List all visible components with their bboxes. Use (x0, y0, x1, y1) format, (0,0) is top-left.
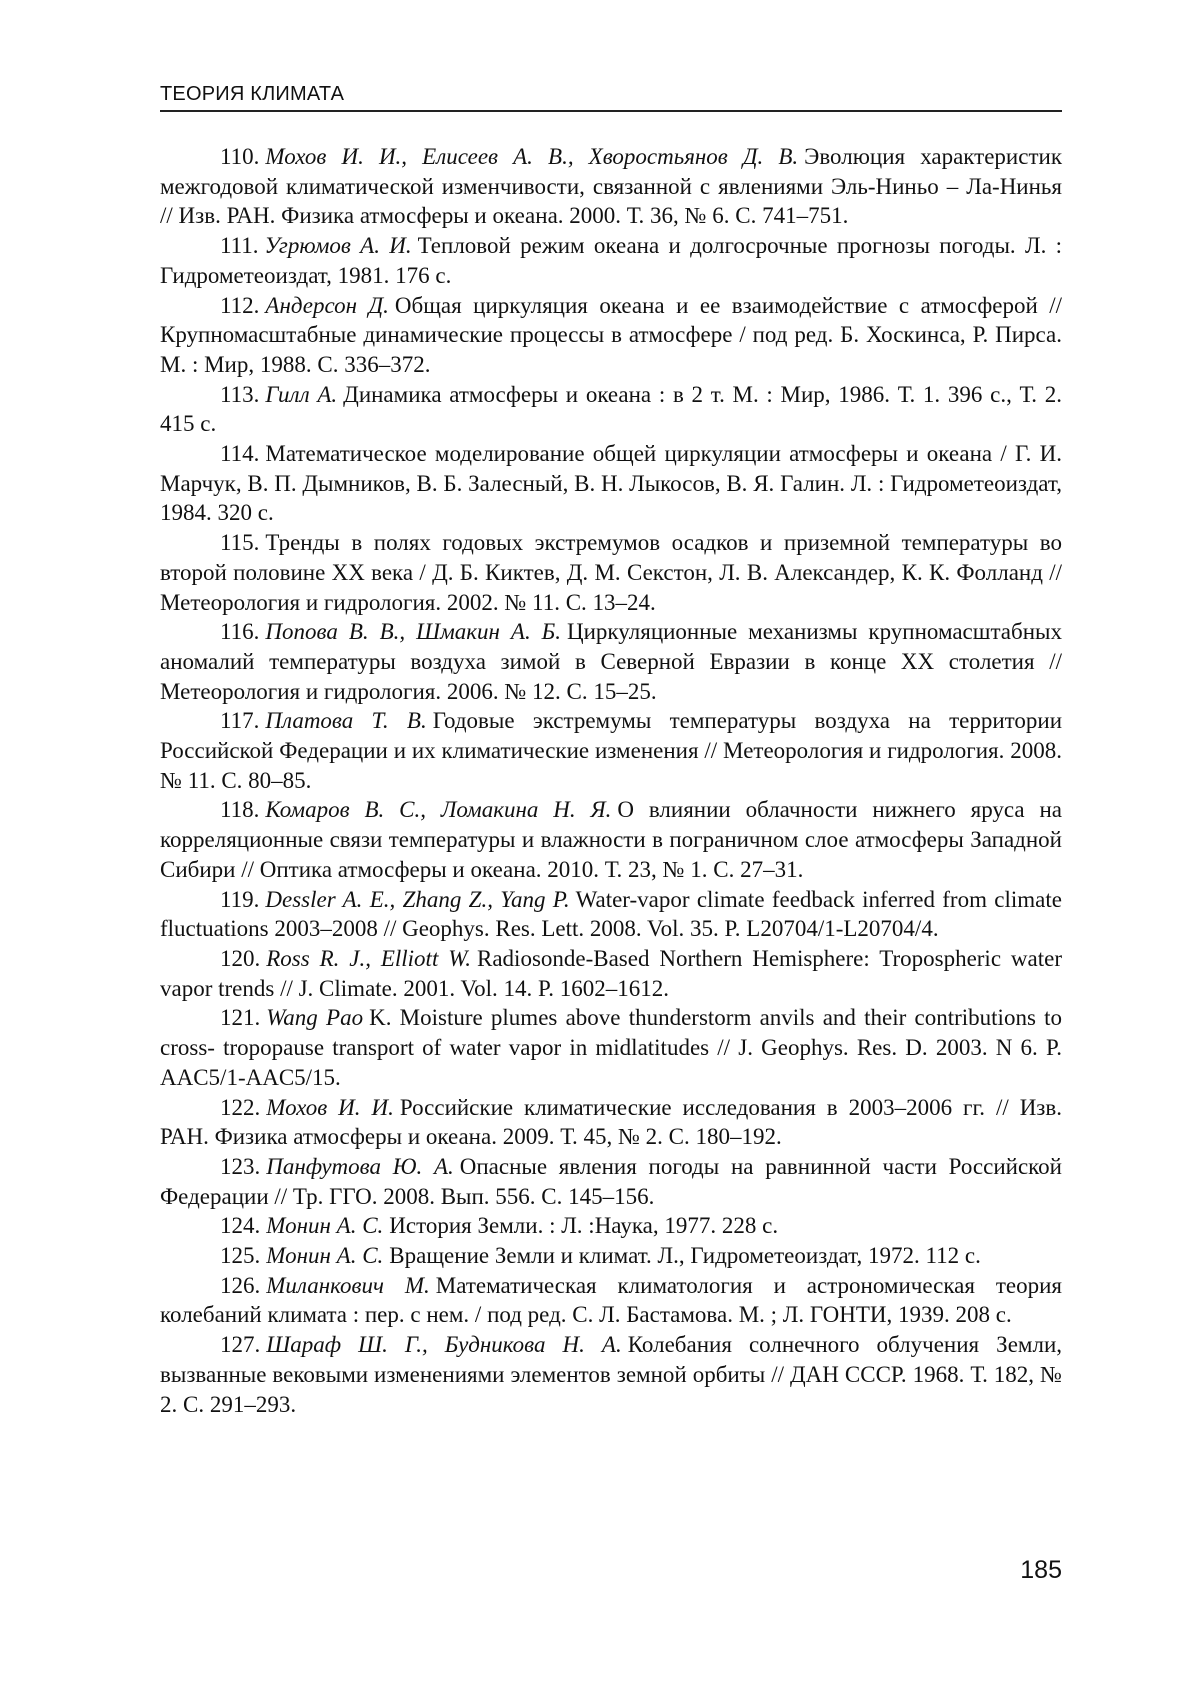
reference-text: История Земли. : Л. :Наука, 1977. 228 с. (389, 1213, 779, 1239)
running-title: ТЕОРИЯ КЛИМАТА (160, 83, 345, 105)
reference-text: Колебания солнечного облучения Земли, вызванные вековыми изменениями элементов земной орбиты // ДАН СССР. 1968. Т. 182, № 2. С. 291–293. (160, 1332, 1062, 1417)
reference-text: Тепловой режим океана и долгосрочные прогнозы погоды. Л. : Гидрометеоиздат, 1981. 176 с. (160, 233, 1063, 288)
reference-text: K. Moisture plumes above thunderstorm anvils and their contributions to cross- tropopause transport of water vapor in midlatitudes // J. Geophys. Res. D. 2003. N 6. P. AAC5/1-AAC5/15. (160, 1005, 1062, 1090)
reference-authors: Угрюмов А. И. (264, 233, 412, 259)
reference-item (160, 1093, 1062, 1152)
reference-text: Radiosonde-Based Northern Hemisphere: Tropospheric water vapor trends // J. Climate. 2001. Vol. 14. P. 1602–1612. (160, 945, 1062, 1001)
reference-item (160, 795, 1062, 884)
reference-number: 114. (220, 441, 260, 467)
reference-number: 123. (220, 1153, 261, 1179)
reference-authors: Мохов И. И. (266, 1094, 394, 1120)
reference-item (160, 1330, 1062, 1419)
reference-text: Water-vapor climate feedback inferred from climate fluctuations 2003–2008 // Geophys. Res. Lett. 2008. Vol. 35. P. L20704/1-L20704/4. (160, 886, 1062, 942)
reference-text: Тренды в полях годовых экстремумов осадков и приземной температуры во второй половине XX века / Д. Б. Киктев, Д. М. Секстон, Л. В. Александер, К. К. Фолланд // Метеорология и гидрология. 2002. № 11. С. 13–24. (160, 530, 1062, 615)
reference-text: Циркуляционные механизмы крупномасштабных аномалий температуры воздуха зимой в Северной Евразии в конце XX столетия // Метеорология и гидрология. 2006. № 12. С. 15–25. (160, 619, 1062, 704)
reference-number: 116. (220, 619, 260, 645)
reference-number: 115. (220, 530, 260, 556)
reference-authors: Мохов И. И., Елисеев А. В., Хворостьянов Д. В. (265, 144, 799, 169)
reference-authors: Монин А. С. (266, 1243, 384, 1269)
reference-list (160, 142, 1062, 1419)
reference-text: Математическая климатология и астрономическая теория колебаний климата : пер. с нем. / под ред. С. Л. Бастамова. М. ; Л. ГОНТИ, 1939. 208 с. (160, 1272, 1062, 1328)
reference-text: Опасные явления погоды на равнинной части Российской Федерации // Тр. ГГО. 2008. Вып. 556. С. 145–156. (160, 1153, 1062, 1209)
reference-authors: Dessler A. E., Zhang Z., Yang P. (265, 886, 570, 912)
reference-number: 121. (220, 1005, 261, 1031)
reference-authors: Wang Pao (266, 1005, 364, 1031)
reference-text: Годовые экстремумы температуры воздуха на территории Российской Федерации и их климатические изменения // Метеорология и гидрология. 2008. № 11. С. 80–85. (160, 708, 1062, 793)
reference-authors: Миланкович М. (266, 1272, 430, 1298)
reference-number: 125. (220, 1243, 261, 1269)
reference-text: Математическое моделирование общей циркуляции атмосферы и океана / Г. И. Марчук, В. П. Дымников, В. Б. Залесный, В. Н. Лыкосов, В. Я. Галин. Л. : Гидрометеоиздат, 1984. 320 с. (160, 441, 1062, 526)
reference-authors: Гилл А. (265, 381, 338, 407)
reference-text: Российские климатические исследования в 2003–2006 гг. // Изв. РАН. Физика атмосферы и океана. 2009. Т. 45, № 2. С. 180–192. (160, 1094, 1063, 1150)
reference-item (160, 617, 1062, 706)
reference-authors: Попова В. В., Шмакин А. Б. (265, 619, 561, 645)
reference-item (160, 1271, 1062, 1330)
reference-number: 112. (220, 292, 260, 318)
page-header (160, 78, 1062, 112)
reference-number: 111. (220, 233, 259, 259)
reference-item (160, 231, 1062, 290)
reference-authors: Монин А. С. (266, 1213, 384, 1239)
reference-number: 119. (220, 886, 260, 912)
reference-number: 120. (220, 945, 261, 971)
reference-authors: Комаров В. С., Ломакина Н. Я. (265, 797, 612, 823)
reference-number: 118. (220, 797, 260, 823)
reference-authors: Платова Т. В. (265, 708, 427, 734)
reference-number: 124. (220, 1213, 261, 1239)
reference-number: 122. (220, 1094, 261, 1120)
reference-text: Динамика атмосферы и океана : в 2 т. М. : Мир, 1986. Т. 1. 396 с., Т. 2. 415 с. (160, 381, 1062, 437)
reference-number: 117. (220, 708, 260, 734)
reference-text: Эволюция характеристик межгодовой климатической изменчивости, связанной с явлениями Эль-Ниньо – Ла-Нинья // Изв. РАН. Физика атмосферы и океана. 2000. Т. 36, № 6. С. 741–751. (160, 144, 1062, 229)
reference-item (160, 1211, 1062, 1241)
reference-item (160, 1152, 1062, 1211)
page-number: 185 (1020, 1556, 1062, 1584)
reference-number: 126. (220, 1272, 261, 1298)
reference-authors: Ross R. J., Elliott W. (266, 945, 471, 971)
reference-text: О влиянии облачности нижнего яруса на корреляционные связи температуры и влажности в пограничном слое атмосферы Западной Сибири // Оптика атмосферы и океана. 2010. Т. 23, № 1. С. 27–31. (160, 797, 1062, 882)
reference-item (160, 291, 1062, 380)
reference-item (160, 380, 1062, 439)
reference-item (160, 528, 1062, 617)
reference-item (160, 439, 1062, 528)
reference-item (160, 885, 1062, 944)
reference-number: 127. (220, 1332, 261, 1358)
reference-authors: Андерсон Д. (265, 292, 389, 318)
reference-number: 110. (220, 144, 260, 169)
reference-authors: Панфутова Ю. А. (266, 1153, 454, 1179)
reference-item (160, 944, 1062, 1003)
reference-number: 113. (220, 381, 260, 407)
reference-text: Общая циркуляция океана и ее взаимодействие с атмосферой // Крупномасштабные динамические процессы в атмосфере / под ред. Б. Хоскинса, Р. Пирса. М. : Мир, 1988. С. 336–372. (160, 292, 1063, 377)
reference-item (160, 1003, 1062, 1092)
reference-item (160, 1241, 1062, 1271)
reference-item (160, 706, 1062, 795)
reference-authors: Шараф Ш. Г., Будникова Н. А. (266, 1332, 622, 1358)
reference-item (160, 142, 1062, 231)
reference-text: Вращение Земли и климат. Л., Гидрометеоиздат, 1972. 112 с. (389, 1243, 981, 1269)
